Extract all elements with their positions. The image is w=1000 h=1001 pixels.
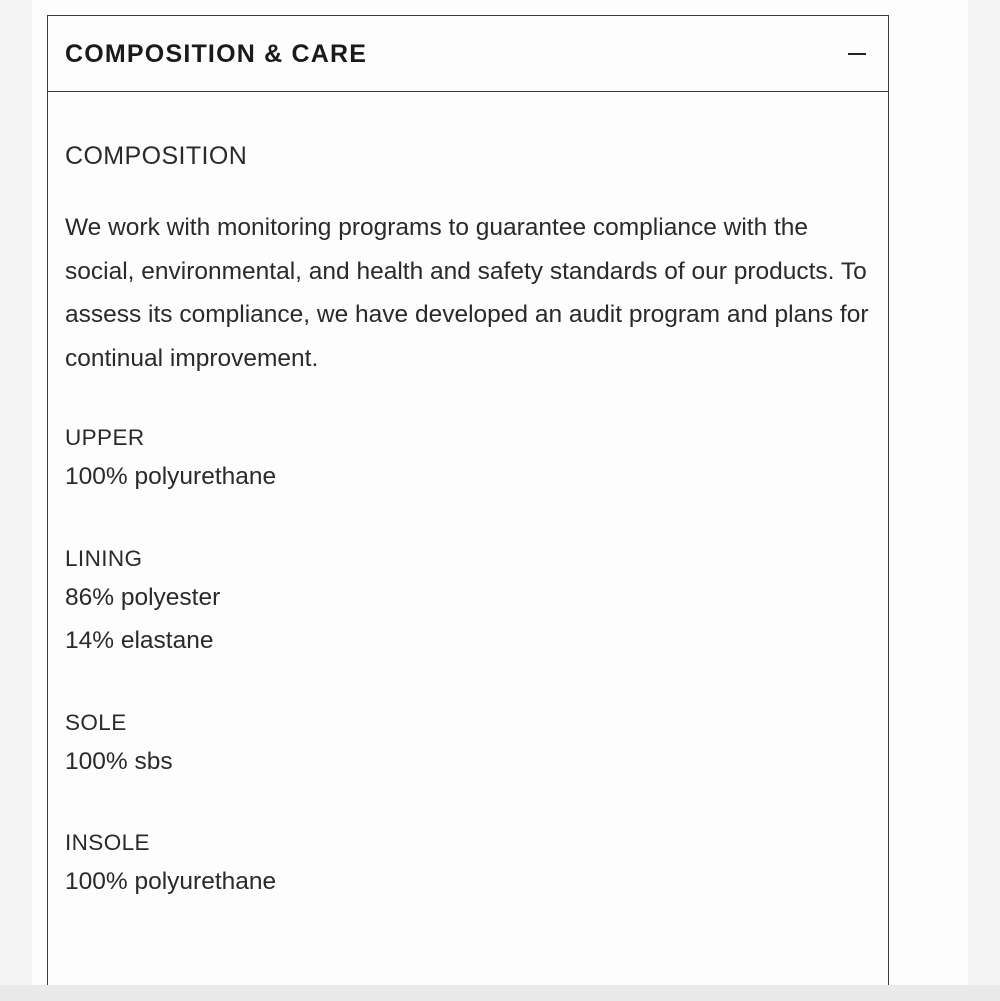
material-label: INSOLE [65, 830, 150, 855]
material-sole [65, 706, 173, 783]
material-label: UPPER [65, 425, 145, 450]
material-value: 14% elastane [65, 627, 214, 654]
bottom-band [0, 985, 1000, 1001]
material-lining [65, 542, 220, 662]
accordion-title: COMPOSITION & CARE [65, 40, 368, 68]
material-label: LINING [65, 546, 143, 571]
material-upper [65, 421, 276, 498]
material-value: 100% polyurethane [65, 868, 277, 895]
minus-icon[interactable] [848, 53, 866, 55]
composition-heading: COMPOSITION [65, 142, 248, 170]
material-value: 100% sbs [65, 748, 173, 775]
material-insole [65, 826, 276, 903]
accordion-header[interactable] [48, 16, 888, 92]
material-value: 100% polyurethane [65, 463, 277, 490]
material-value: 86% polyester [65, 584, 221, 611]
material-label: SOLE [65, 710, 127, 735]
composition-description: We work with monitoring programs to guarantee compliance with the social, environmental, and health and safety standards of our products. To assess its compliance, we have developed an audit program and plans for continual improvement. [65, 214, 869, 372]
composition-care-accordion [47, 15, 889, 1000]
